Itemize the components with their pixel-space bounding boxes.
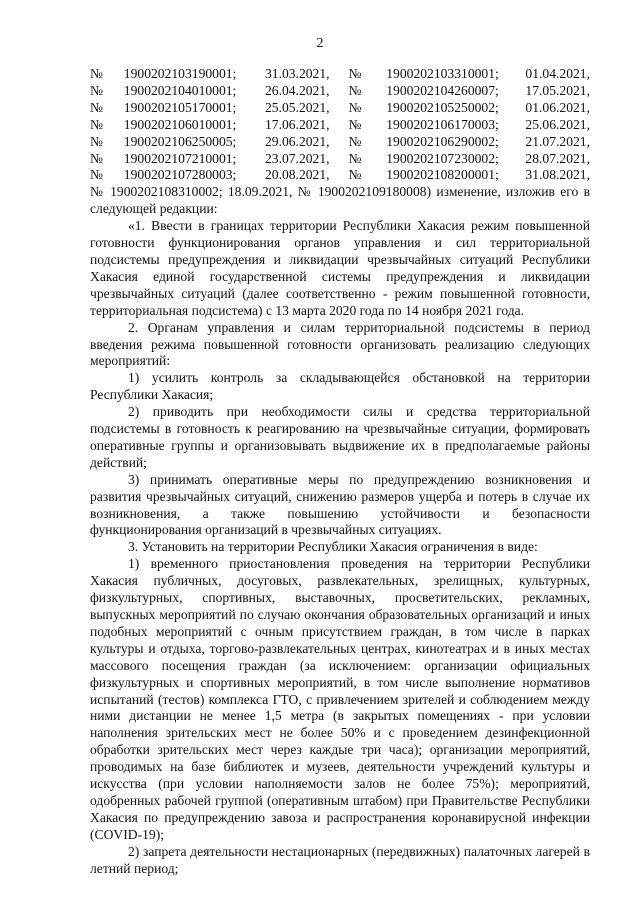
paragraph-subitem-2-1: 1) усилить контроль за складывающейся обстановкой на территории Республики Хакасия; [90,370,590,403]
paragraph-subitem-2-2: 2) приводить при необходимости силы и средства территориальной подсистемы в готовность к реагированию на чрезвычайные ситуации, формировать оперативные группы и организовывать выдвижение их в предполагаемые районы действий; [90,404,590,470]
number-sign: № [348,150,362,166]
number-sign: № [90,133,103,149]
paragraph-item-1: «1. Ввести в границах территории Республики Хакасия режим повышенной готовности функционирования органов управления и сил территориальной подсистемы предупреждения и ликвидации чрезвычайных ситуаций Республики Хакасия единой государственной системы предупреждения и ликвидации чрезвычайных ситуаций (далее соответственно - режим повышенной готовности, территориальная подсистема) с 13 марта 2020 года по 14 ноября 2021 года. [90,218,590,318]
number-sign: № [348,133,362,149]
reference-date: 17.06.2021, [264,116,330,132]
number-sign: № [348,116,362,132]
reference-number: 1900202103190001; [123,66,237,81]
reference-list [90,66,590,184]
reference-row [90,117,590,134]
paragraph-subitem-2-3: 3) принимать оперативные меры по предупреждению возникновения и развития чрезвычайных ситуаций, снижению размеров ущерба и потерь в случае их возникновения, а также повышению устойчивости и безопасности функционирования организаций в чрезвычайных ситуациях. [90,471,590,538]
reference-number: 1900202107230002; [386,150,499,166]
reference-date: 20.08.2021, [264,167,330,183]
reference-date: 01.06.2021, [525,99,590,115]
paragraph-item-3: 3. Установить на территории Республики Хакасия ограничения в виде: [128,539,538,555]
reference-date: 31.08.2021, [525,167,590,183]
reference-date: 25.05.2021, [264,99,330,115]
number-sign: № [90,116,103,132]
reference-number: 1900202107210001; [123,150,237,166]
reference-number: 1900202106010001; [123,116,237,132]
reference-number: 1900202104010001; [123,82,237,98]
reference-date: 25.06.2021, [525,116,590,132]
reference-row [90,100,590,117]
number-sign: № [90,167,103,183]
reference-row [90,134,590,151]
paragraph-subitem-3-2: 2) запрета деятельности нестационарных (передвижных) палаточных лагерей в летний период; [90,843,590,876]
reference-number: 1900202106290002; [386,133,499,149]
reference-number: 1900202105250002; [386,99,499,115]
number-sign: № [90,82,103,98]
reference-row [90,151,590,168]
reference-date: 01.04.2021, [525,66,590,81]
reference-number: 1900202104260007; [386,82,499,98]
reference-date: 31.03.2021, [264,66,330,81]
reference-date: 21.07.2021, [525,133,590,149]
reference-date: 26.04.2021, [264,82,330,98]
number-sign: № [90,66,103,81]
reference-number: 1900202103310001; [386,66,499,81]
reference-date: 23.07.2021, [264,150,330,166]
reference-number: 1900202108200001; [386,167,499,183]
document-body [90,66,590,878]
paragraph-subitem-3-1: 1) временного приостановления проведения на территории Республики Хакасия публичных, досуговых, развлекательных, зрелищных, культурных, физкультурных, спортивных, выставочных, просветительских, рекламных, выпускных мероприятий по случаю окончания образовательных организаций и иных подобных мероприятий с очным присутствием граждан, в том числе в парках культуры и отдыха, торгово-развлекательных центрах, кинотеатрах и в иных местах массового посещения граждан (за исключением: организации официальных физкультурных и спортивных мероприятий, в том числе выполнение нормативов испытаний (тестов) комплекса ГТО, с привлечением зрителей и соблюдением между ними дистанции не менее 1,5 метра (в закрытых помещениях - при условии наполнения зрительских мест не более 50% и с проведением дезинфекционной обработки зрительских мест через каждые три часа); организации мероприятий, проводимых на базе библиотек и музеев, деятельности учреждений культуры и искусства (при условии наполняемости залов не более 75%); мероприятий, одобренных рабочей группой (оперативным штабом) при Правительстве Республики Хакасия по предупреждению завоза и распространения коронавирусной инфекции (COVID-19); [90,556,590,842]
reference-row [90,83,590,100]
number-sign: № [90,99,103,115]
page-number: 2 [316,36,324,51]
number-sign: № [348,82,362,98]
number-sign: № [90,150,103,166]
number-sign: № [348,167,362,183]
reference-row [90,167,590,184]
reference-number: 1900202105170001; [123,99,237,115]
reference-number: 1900202107280003; [123,167,237,183]
reference-date: 17.05.2021, [525,82,590,98]
paragraph-reference-continuation: № 1900202108310002; 18.09.2021, № 1900202109180008) изменение, изложив его в следующей редакции: [90,184,590,217]
reference-row [90,66,590,83]
reference-number: 1900202106250005; [123,133,237,149]
paragraph-item-2: 2. Органам управления и силам территориальной подсистемы в период введения режима повышенной готовности организовать реализацию следующих мероприятий: [90,319,590,369]
reference-number: 1900202106170003; [386,116,499,132]
reference-date: 29.06.2021, [264,133,330,149]
number-sign: № [348,66,362,81]
reference-date: 28.07.2021, [525,150,590,166]
number-sign: № [348,99,362,115]
